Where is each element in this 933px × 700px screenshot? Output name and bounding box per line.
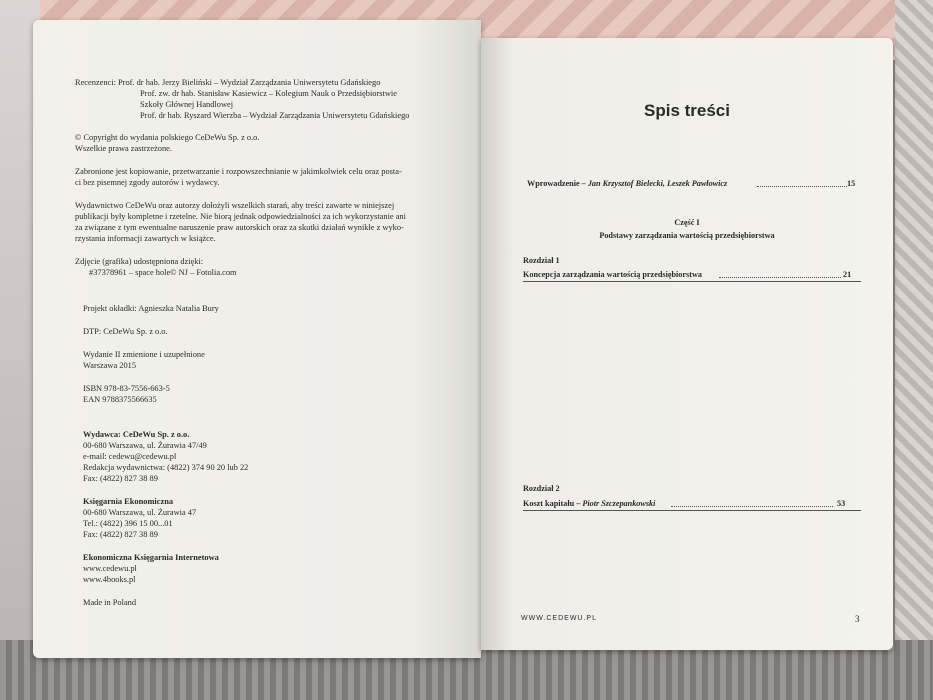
online-store-line: www.cedewu.pl (83, 564, 137, 573)
toc-intro (527, 179, 727, 189)
leader-dots (719, 270, 841, 278)
isbn: ISBN 978-83-7556-663-5 (83, 384, 170, 393)
leader-dots (757, 179, 847, 187)
page-title: Spis treści (644, 101, 730, 120)
chapter-divider (523, 510, 861, 511)
left-page (33, 20, 481, 658)
cover-credit: Projekt okładki: Agnieszka Natalia Bury (83, 304, 219, 313)
toc-intro-label: Wprowadzenie – (527, 179, 588, 188)
part-label: Część I (674, 218, 700, 227)
edition-line: Wydanie II zmienione i uzupełnione (83, 350, 205, 359)
toc-page-number: 53 (837, 499, 846, 508)
chapter-divider (523, 281, 861, 282)
prohibition-line: Zabronione jest kopiowanie, przetwarzanie i rozpowszechnianie w jakimkolwiek celu oraz posta- (75, 167, 402, 176)
prohibition-line: ci bez pisemnej zgody autorów i wydawcy. (75, 178, 220, 187)
copyright-line: Wszelkie prawa zastrzeżone. (75, 144, 172, 153)
photo-credit-line: #37378961 – space hole© NJ – Fotolia.com (89, 268, 237, 277)
chapter-title-text: Koszt kapitału – (523, 499, 583, 508)
right-page (481, 38, 893, 650)
bookstore-line: Tel.: (4822) 396 15 00...01 (83, 519, 173, 528)
disclaimer-line: za związane z tym ewentualne naruszenie praw autorskich oraz za skutki działań wynikłe z wyko- (75, 223, 404, 232)
photo-credit-line: Zdjęcie (grafika) udostępniona dzięki: (75, 257, 204, 266)
dtp-credit: DTP: CeDeWu Sp. z o.o. (83, 327, 168, 336)
made-in: Made in Poland (83, 598, 137, 607)
reviewers-line: Recenzenci: Prof. dr hab. Jerzy Bieliński – Wydział Zarządzania Uniwersytetu Gdańskiego (75, 78, 381, 87)
footer-url: WWW.CEDEWU.PL (521, 615, 597, 622)
publisher-line: e-mail: cedewu@cedewu.pl (83, 452, 177, 461)
toc-page-number: 21 (843, 270, 852, 279)
toc-intro-authors: Jan Krzysztof Bielecki, Leszek Pawłowicz (587, 179, 728, 188)
background-right (895, 0, 933, 700)
toc-page-number: 15 (847, 179, 856, 188)
part-title: Podstawy zarządzania wartością przedsiębiorstwa (599, 231, 775, 240)
disclaimer-line: rzystania informacji zawartych w książce. (75, 234, 216, 243)
disclaimer-line: Wydawnictwo CeDeWu oraz autorzy dołożyli wszelkich starań, aby treści zawarte w niniejszej (75, 201, 395, 210)
reviewers-line: Prof. dr hab. Ryszard Wierzba – Wydział Zarządzania Uniwersytetu Gdańskiego (140, 111, 410, 120)
chapter-title: Koncepcja zarządzania wartością przedsiębiorstwa (523, 270, 702, 279)
chapter-author: Piotr Szczepankowski (582, 499, 656, 508)
bookstore-line: Fax: (4822) 827 38 89 (83, 530, 158, 539)
publisher-line: Fax: (4822) 827 38 89 (83, 474, 158, 483)
leader-dots (671, 499, 833, 507)
chapter-label: Rozdział 2 (523, 484, 560, 493)
ean: EAN 9788375566635 (83, 395, 157, 404)
edition-line: Warszawa 2015 (83, 361, 137, 370)
reviewers-line: Szkoły Głównej Handlowej (140, 100, 234, 109)
reviewers-line: Prof. zw. dr hab. Stanisław Kasiewicz – Kolegium Nauk o Przedsiębiorstwie (140, 89, 397, 98)
publisher-title: Wydawca: CeDeWu Sp. z o.o. (83, 430, 190, 439)
chapter-label: Rozdział 1 (523, 256, 560, 265)
online-store-line: www.4books.pl (83, 575, 136, 584)
bookstore-title: Księgarnia Ekonomiczna (83, 497, 174, 506)
publisher-line: Redakcja wydawnictwa: (4822) 374 90 20 lub 22 (83, 463, 249, 472)
chapter-title (523, 499, 655, 509)
bookstore-line: 00-680 Warszawa, ul. Żurawia 47 (83, 508, 197, 517)
publisher-line: 00-680 Warszawa, ul. Żurawia 47/49 (83, 441, 207, 450)
disclaimer-line: publikacji były kompletne i rzetelne. Nie biorą jednak odpowiedzialności za ich wykorzystanie ani (75, 212, 406, 221)
page-number: 3 (855, 614, 860, 624)
copyright-line: © Copyright do wydania polskiego CeDeWu Sp. z o.o. (75, 133, 260, 142)
online-store-title: Ekonomiczna Księgarnia Internetowa (83, 553, 219, 562)
